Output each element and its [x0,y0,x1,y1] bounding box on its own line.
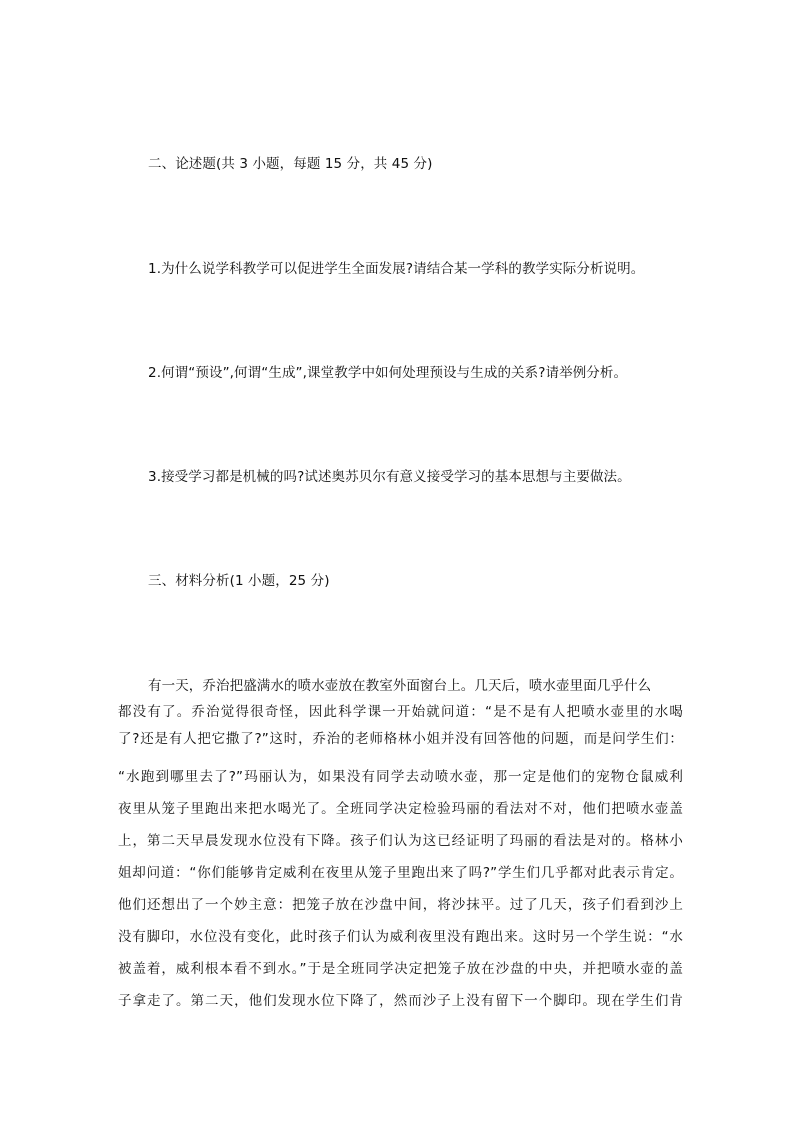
section-heading-essay: 二、论述题(共 3 小题，每题 15 分，共 45 分) [148,156,433,172]
material-line: 被盖着，威利根本看不到水。”于是全班同学决定把笼子放在沙盘的中央，并把喷水壶的盖 [118,961,683,977]
material-line: 姐却问道：“你们能够肯定威利在夜里从笼子里跑出来了吗?”学生们几乎都对此表示肯定。 [118,865,683,881]
material-line: 夜里从笼子里跑出来把水喝光了。全班同学决定检验玛丽的看法对不对，他们把喷水壶盖 [118,801,683,817]
material-line: 没有脚印，水位没有变化，此时孩子们认为威利夜里没有跑出来。这时另一个学生说：“水 [118,929,683,945]
section-heading-material: 三、材料分析(1 小题，25 分) [148,573,330,589]
question-3: 3.接受学习都是机械的吗?试述奥苏贝尔有意义接受学习的基本思想与主要做法。 [148,469,631,485]
material-line: 上，第二天早晨发现水位没有下降。孩子们认为这已经证明了玛丽的看法是对的。格林小 [118,833,683,849]
material-line: 都没有了。乔治觉得很奇怪，因此科学课一开始就问道：“是不是有人把喷水壶里的水喝 [118,704,683,720]
material-line: 了?还是有人把它撒了?”这时，乔治的老师格林小姐并没有回答他的问题，而是问学生们： [118,731,683,747]
question-1: 1.为什么说学科教学可以促进学生全面发展?请结合某一学科的教学实际分析说明。 [148,261,645,277]
question-2: 2.何谓“预设”,何谓“生成”,课堂教学中如何处理预设与生成的关系?请举例分析。 [148,365,628,381]
material-line: 有一天，乔治把盛满水的喷水壶放在教室外面窗台上。几天后，喷水壶里面几乎什么 [148,678,652,694]
material-line: “水跑到哪里去了?”玛丽认为，如果没有同学去动喷水壶，那一定是他们的宠物仓鼠威利 [118,769,683,785]
material-line: 他们还想出了一个妙主意：把笼子放在沙盘中间，将沙抹平。过了几天，孩子们看到沙上 [118,897,683,913]
material-line: 子拿走了。第二天，他们发现水位下降了，然而沙子上没有留下一个脚印。现在学生们肯 [118,993,683,1009]
